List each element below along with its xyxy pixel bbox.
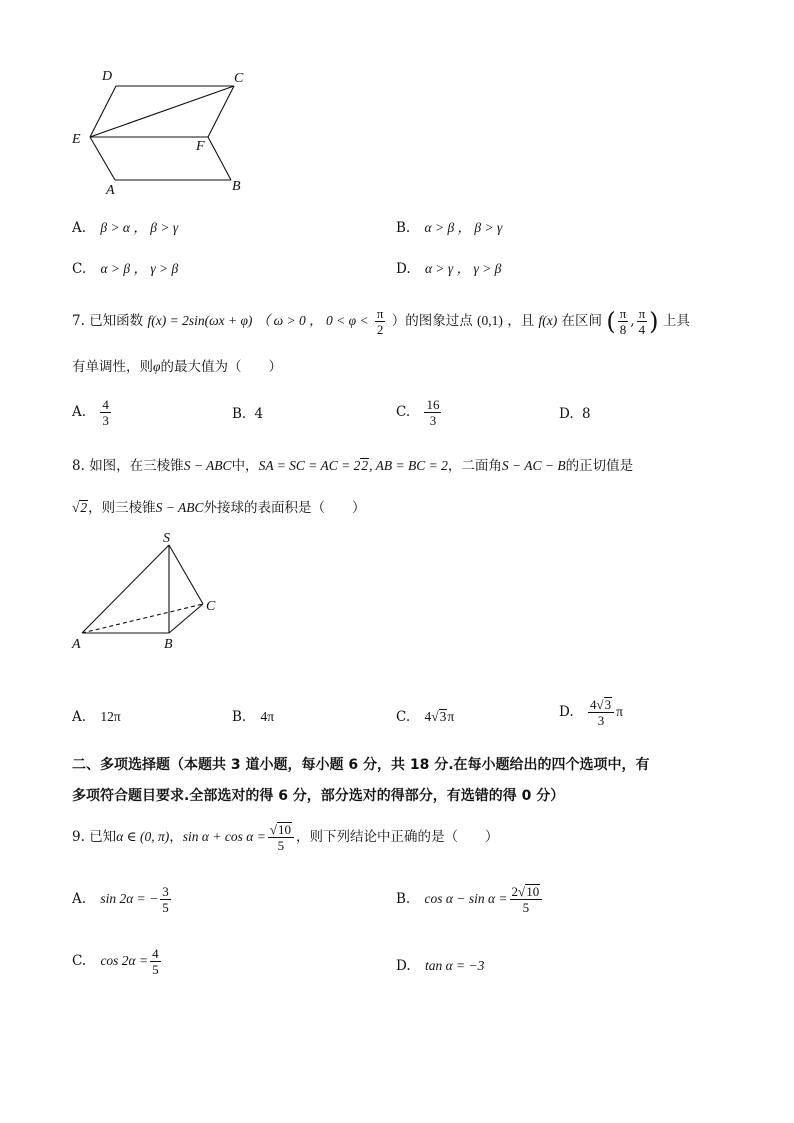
q7-phi: φ (153, 359, 161, 374)
option-fraction: $\frac{16}{3}$ (426, 397, 440, 428)
q7-point: (0,1) (477, 313, 503, 328)
q7-option-d (559, 405, 591, 423)
q8-text: 如图，在三棱锥 (89, 458, 184, 474)
q9-text: ， (169, 829, 183, 845)
label-S: S (163, 531, 170, 546)
option-letter: B. (232, 709, 247, 725)
q9-option-c (72, 946, 163, 977)
question-number: 7. (72, 313, 85, 329)
q9-text: 已知 (89, 829, 117, 845)
q7-text: 的最大值为（ ） (160, 359, 282, 375)
q6-option-c (72, 260, 178, 278)
q7-interval-left: $\frac{\pi}{8}$ (619, 306, 627, 337)
q7-option-a (72, 397, 113, 428)
question-number: 8. (72, 458, 85, 474)
sqrt: 2 (361, 458, 369, 473)
option-letter: D. (559, 406, 574, 422)
q8-dihedral: S − AC − B (501, 458, 566, 473)
q7-text: ，且 (507, 313, 535, 329)
option-text: 4π (260, 709, 275, 724)
q8-text: ，二面角 (447, 458, 502, 474)
q7-stem-line1: 7. 已知函数 f(x) = 2sin(ωx + φ) （ ω > 0 ， 0 < φ < $\frac{\pi}{2}$ ）的图象过点 (0,1) ，且 f(x) 在区间 ( $\frac{\pi}{8}$ , $\frac{\pi}{4}$ ) 上具 (72, 306, 690, 337)
figure-prism-diagram (68, 62, 258, 202)
option-text: 12π (100, 709, 121, 724)
q8-option-a (72, 708, 121, 726)
label-A: A (72, 637, 81, 652)
q8-text: 中， (231, 458, 259, 474)
sqrt: 2 (80, 500, 88, 515)
option-expression: sin 2α = − (100, 891, 159, 906)
q7-option-b (232, 405, 263, 423)
q7-text: 在区间 (561, 313, 603, 329)
option-letter: A. (72, 404, 87, 420)
option-text: α > β ， γ > β (100, 261, 179, 276)
q8-stem-line2: √2，则三棱锥S − ABC外接球的表面积是（ ） (72, 500, 366, 516)
q7-condition: （ ω > 0 ， 0 < φ < (256, 313, 369, 328)
option-letter: C. (72, 953, 87, 969)
q9-expression: sin α + cos α = (182, 829, 266, 844)
label-B: B (164, 637, 173, 652)
option-letter: B. (396, 891, 411, 907)
option-letter: C. (396, 404, 411, 420)
option-letter: B. (396, 220, 411, 236)
option-fraction: $\frac{2√10}{5}$ (510, 884, 543, 915)
q7-interval-right: $\frac{\pi}{4}$ (638, 306, 646, 337)
section-2-heading-line2: 多项符合题目要求.全部选对的得 6 分，部分选对的得部分，有选错的得 0 分） (72, 788, 565, 804)
option-coef: 4 (424, 709, 432, 724)
q6-option-d (396, 260, 501, 278)
q8-text: 的正切值是 (565, 458, 634, 474)
option-letter: C. (72, 261, 87, 277)
q9-option-a (72, 884, 173, 915)
option-text: β > α ， β > γ (100, 220, 179, 235)
option-pi: π (447, 709, 455, 724)
q8-stem-line1 (72, 457, 633, 475)
q8-condition: SA = SC = AC = 2 (258, 458, 361, 473)
figure-tetrahedron-diagram (70, 530, 230, 655)
option-letter: A. (72, 709, 87, 725)
option-expression: cos α − sin α = (424, 891, 508, 906)
sqrt: 3 (439, 709, 447, 724)
label-B: B (232, 179, 241, 194)
option-pi: π (616, 704, 623, 719)
q7-text: 已知函数 (89, 313, 144, 329)
section-2-heading-line1: 二、多项选择题（本题共 3 道小题，每小题 6 分，共 18 分.在每小题给出的四个选项中，有 (72, 757, 650, 773)
option-letter: D. (396, 958, 411, 974)
option-letter: A. (72, 220, 87, 236)
label-E: E (72, 132, 81, 147)
q8-option-b (232, 708, 274, 726)
q8-pyramid: S − ABC (155, 500, 204, 515)
q9-fraction: $\frac{√10}{5}$ (268, 822, 294, 853)
q9-option-b (396, 884, 544, 915)
q7-text: 有单调性，则 (72, 359, 153, 375)
option-text: 8 (581, 406, 591, 422)
option-fraction: $\frac{4}{5}$ (152, 946, 159, 977)
q8-text: ，则三棱锥 (88, 500, 156, 516)
q9-stem (72, 822, 498, 853)
q9-option-d (396, 957, 484, 975)
q7-text: ）的图象过点 (391, 313, 473, 329)
label-F: F (196, 139, 205, 154)
q8-option-c: C. 4√3π (396, 709, 455, 725)
option-text: α > γ ， γ > β (424, 261, 502, 276)
option-letter: B. (232, 406, 247, 422)
q8-text: 外接球的表面积是（ ） (203, 500, 366, 516)
q7-option-c (396, 397, 443, 428)
option-fraction: $\frac{4√3}{3}$ (588, 697, 614, 728)
q7-text: 上具 (662, 313, 690, 329)
q9-text: ，则下列结论中正确的是（ ） (295, 829, 499, 845)
option-expression: cos 2α = (100, 953, 149, 968)
label-A: A (106, 183, 115, 198)
option-letter: D. (559, 704, 574, 720)
option-text: α > β ， β > γ (424, 220, 503, 235)
q9-domain: α ∈ (0, π) (116, 829, 170, 844)
option-fraction: $\frac{4}{3}$ (102, 397, 109, 428)
label-D: D (102, 69, 113, 84)
option-fraction: $\frac{3}{5}$ (162, 884, 169, 915)
q7-stem-line2 (72, 358, 282, 376)
option-expression: tan α = −3 (424, 958, 485, 973)
question-number: 9. (72, 829, 85, 845)
option-letter: A. (72, 891, 87, 907)
q8-pyramid: S − ABC (183, 458, 232, 473)
q7-fx: f(x) (538, 313, 558, 328)
label-C: C (234, 71, 244, 86)
option-letter: D. (396, 261, 411, 277)
q6-option-b (396, 219, 502, 237)
q7-cond-fraction: $\frac{\pi}{2}$ (376, 306, 384, 337)
q6-option-a (72, 219, 178, 237)
q8-option-d (559, 697, 623, 728)
label-C: C (206, 599, 216, 614)
q8-condition: , AB = BC = 2 (369, 458, 448, 473)
option-letter: C. (396, 709, 411, 725)
option-text: 4 (254, 406, 264, 422)
q7-function: f(x) = 2sin(ωx + φ) (147, 313, 253, 328)
